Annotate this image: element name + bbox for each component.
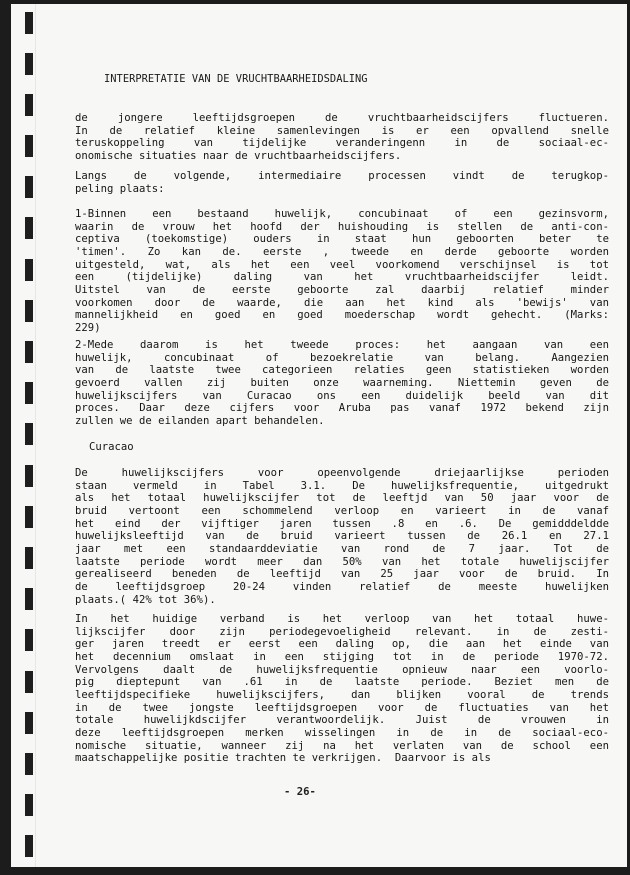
paragraph-line: Uitstel van de eerste geboorte zal daarbij relatief minder [75, 283, 609, 296]
binding-hole [25, 753, 33, 775]
paragraph-line: totale huwelijkdscijfer verantwoordelijk. Juist de vrouwen in [75, 714, 609, 727]
paragraph-line: huwelijksleeftijd van de bruid varieert tussen de 26.1 en 27.1 [75, 530, 609, 543]
paragraph-line: mannelijkheid en goed en goed moederschap wordt gehecht. (Marks: [75, 309, 609, 322]
binding-hole [25, 176, 33, 198]
paragraph-line: ger jaren treedt er eerst een daling op, die aan het einde van [75, 638, 609, 651]
paragraph-line: in de twee jongste leeftijdsgroepen voor de fluctuaties van het [75, 701, 609, 714]
paragraph-line: onomische situaties naar de vruchtbaarheidscijfers. [75, 149, 402, 162]
paragraph-line: gevoerd vallen zij buiten onze waarneming. Niettemin geven de [75, 376, 609, 389]
margin-guide-line [35, 4, 36, 867]
paragraph-line: gerealiseerd beneden de leeftijd van 25 jaar voor de bruid. In [75, 568, 609, 581]
paragraph-line: proces. Daar deze cijfers voor Aruba pas vanaf 1972 bekend zijn [75, 402, 609, 415]
binding-hole [25, 12, 33, 34]
paragraph-line: uitgesteld, wat, als het een veel voorkomend verschijnsel is tot [75, 258, 609, 271]
paragraph-line: waarin de vrouw het hoofd der huishouding is stellen de anti-con- [75, 220, 609, 233]
paragraph-line: teruskoppeling van tijdelijke veranderingenn in de sociaal-ec- [75, 137, 609, 150]
paragraph-line: Langs de volgende, intermediaire processen vindt de terugkop- [75, 170, 609, 182]
binding-hole [25, 465, 33, 487]
binding-hole [25, 588, 33, 610]
binding-hole [25, 794, 33, 816]
binding-hole [25, 217, 33, 239]
paragraph-line: een (tijdelijke) daling van het vruchtbaarheidscijfer leidt. [75, 271, 609, 284]
section-heading-curacao: Curacao [89, 441, 134, 453]
binding-hole [25, 671, 33, 693]
paragraph-line: van de laatste twee categorieen relaties geen statistieken worden [75, 364, 609, 377]
binding-hole [25, 300, 33, 322]
binding-hole [25, 629, 33, 651]
binding-hole [25, 382, 33, 404]
paragraph-line: peling plaats: [75, 182, 165, 195]
paragraph-line: staan vermeld in Tabel 3.1. De huwelijksfrequentie, uitgedrukt [75, 479, 609, 492]
binding-hole [25, 53, 33, 75]
binding-hole [25, 135, 33, 157]
paragraph-line: De huwelijkscijfers voor opeenvolgende driejaarlijkse perioden [75, 467, 609, 479]
binding-hole [25, 341, 33, 363]
binding-hole [25, 259, 33, 281]
binding-hole [25, 835, 33, 857]
paragraph-line: plaats.( 42% tot 36%). [75, 593, 216, 606]
paragraph-line: maatschappelijke positie trachten te verkrijgen. Daarvoor is als [75, 752, 491, 765]
paragraph-line: 2-Mede daarom is het tweede proces: het aangaan van een [75, 339, 609, 351]
paragraph-line: 'timen'. Zo kan de. eerste , tweede en derde geboorte worden [75, 245, 609, 258]
paragraph-line: 1-Binnen een bestaand huwelijk, concubinaat of een gezinsvorm, [75, 208, 609, 220]
page-title: INTERPRETATIE VAN DE VRUCHTBAARHEIDSDALING [104, 73, 368, 85]
paragraph-line: het decennium omslaat in een stijging tot in de periode 1970-72. [75, 650, 609, 663]
paragraph-line: de leeftijdsgroep 20-24 vinden relatief de meeste huwelijken [75, 580, 609, 593]
document-page [11, 4, 627, 867]
paragraph-line: het eind der vijftiger jaren tussen .8 en .6. De gemidddeldde [75, 517, 609, 530]
binding-hole [25, 547, 33, 569]
paragraph-line: de jongere leeftijdsgroepen de vruchtbaarheidscijfers fluctueren. [75, 112, 609, 124]
binding-hole [25, 94, 33, 116]
paragraph-line: leeftijdspecifieke huwelijkscijfers, dan blijken vooral de trends [75, 688, 609, 701]
paragraph-line: In het huidige verband is het verloop van het totaal huwe- [75, 613, 609, 625]
paragraph-line: als het totaal huwelijkscijfer tot de leeftjd van 50 jaar voor de [75, 492, 609, 505]
paragraph-line: voorkomen door de waarde, die aan het kind als 'bewijs' van [75, 296, 609, 309]
paragraph-line: deze leeftijdsgroepen merken wisselingen in de in de sociaal-eco- [75, 726, 609, 739]
paragraph-line: laatste periode wordt meer dan 50% van het totale huwelijscijfer [75, 555, 609, 568]
paragraph-line: huwelijkscijfers van Curacao ons een duidelijk beeld van dit [75, 389, 609, 402]
binding-hole [25, 712, 33, 734]
paragraph-line: huwelijk, concubinaat of bezoekrelatie van belang. Aangezien [75, 351, 609, 364]
binding-hole [25, 506, 33, 528]
paragraph-line: jaar met een standaarddeviatie van rond de 7 jaar. Tot de [75, 542, 609, 555]
paragraph-line: In de relatief kleine samenlevingen is er een opvallend snelle [75, 124, 609, 137]
paragraph-line: 229) [75, 321, 101, 334]
page-number: - 26- [284, 786, 316, 798]
paragraph-line: pig dieptepunt van .61 in de laatste periode. Beziet men de [75, 676, 609, 689]
paragraph-line: Vervolgens daalt de huwelijksfrequentie opnieuw naar een voorlo- [75, 663, 609, 676]
paragraph-line: lijkscijfer door zijn periodegevoeligheid relevant. in de zesti- [75, 625, 609, 638]
binding-hole [25, 423, 33, 445]
paragraph-line: nomische situatie, wanneer zij na het verlaten van de school een [75, 739, 609, 752]
paragraph-line: ceptiva (toekomstige) ouders in staat hun geboorten beter te [75, 233, 609, 246]
paragraph-line: bruid vertoont een schommelend verloop en varieert in de vanaf [75, 504, 609, 517]
paragraph-line: zullen we de eilanden apart behandelen. [75, 414, 325, 427]
